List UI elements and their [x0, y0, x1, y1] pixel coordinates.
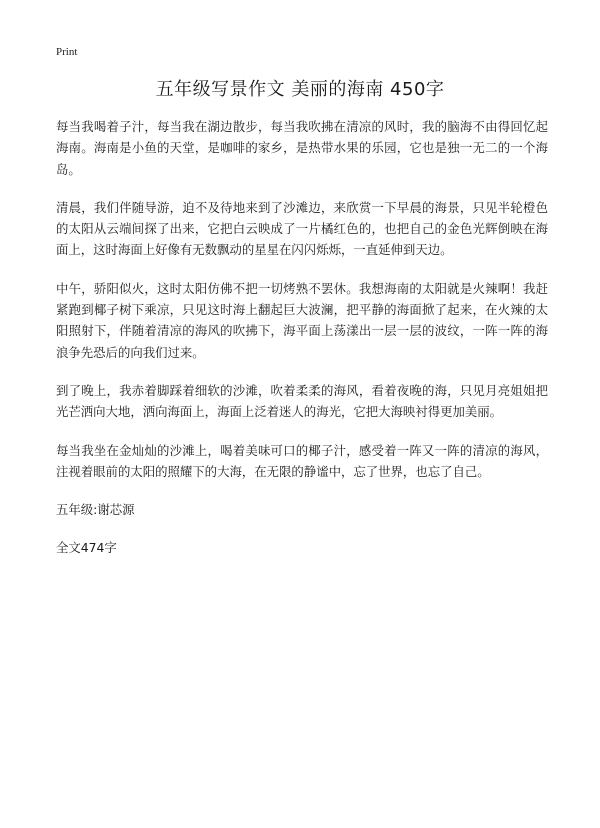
- article-body: [56, 116, 548, 575]
- word-count: 全文474字: [56, 540, 117, 556]
- paragraph-4: 到了晚上，我赤着脚踩着细软的沙滩，吹着柔柔的海风，看着夜晚的海，只见月亮姐姐把光芒洒向大地，洒向海面上，海面上泛着迷人的海光，它把大海映衬得更加美丽。: [56, 382, 548, 420]
- author-line: 五年级:谢芯源: [56, 502, 135, 518]
- print-link[interactable]: Print: [56, 46, 78, 58]
- paragraph-5: 每当我坐在金灿灿的沙滩上，喝着美味可口的椰子汁，感受着一阵又一阵的清凉的海风，注视着眼前的太阳的照耀下的大海，在无限的静谧中，忘了世界，也忘了自己。: [56, 442, 548, 479]
- paragraph-1: 每当我喝着子汁，每当我在湖边散步，每当我吹拂在清凉的风时，我的脑海不由得回忆起海南。海南是小鱼的天堂，是咖啡的家乡，是热带水果的乐园，它也是独一无二的一个海岛。: [56, 119, 548, 177]
- article-title: 五年级写景作文 美丽的海南 450字: [155, 79, 445, 100]
- paragraph-3: 中午，骄阳似火，这时太阳仿佛不把一切烤熟不罢休。我想海南的太阳就是火辣啊！我赶紧跑到椰子树下乘凉，只见这时海上翻起巨大波澜，把平静的海面掀了起来，在火辣的太阳照射下，伴随着清凉的海风的吹拂下，海平面上荡漾出一层一层的波纹，一阵一阵的海浪争先恐后的向我们过来。: [56, 280, 548, 360]
- paragraph-2: 清晨，我们伴随导游，迫不及待地来到了沙滩边，来欣赏一下早晨的海景，只见半轮橙色的太阳从云端间探了出来，它把白云映成了一片橘红色的，也把自己的金色光辉倒映在海面上，这时海面上好像有无数飘动的星星在闪闪烁烁，一直延伸到天边。: [56, 199, 548, 258]
